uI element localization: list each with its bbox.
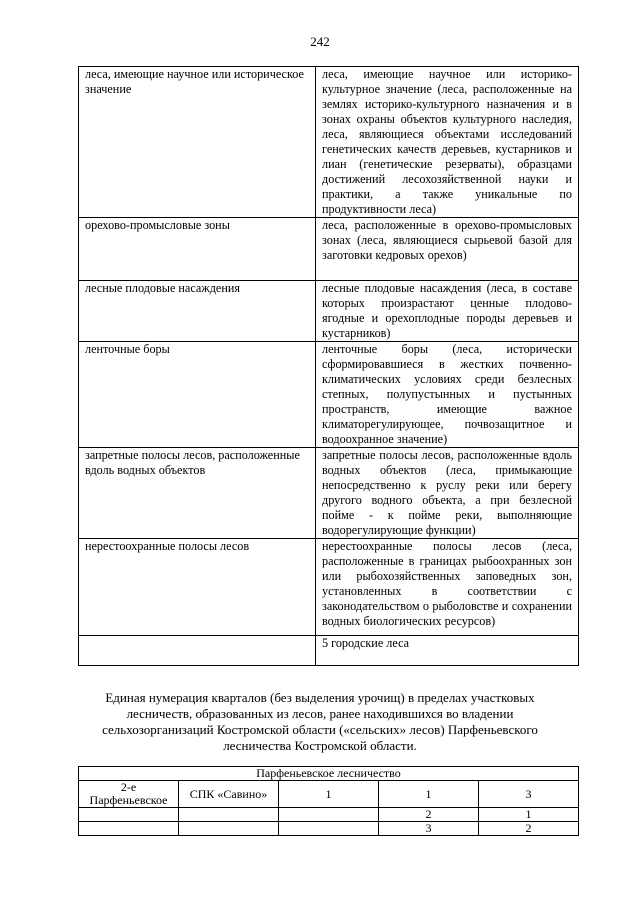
forest-category-cell: нерестоохранные полосы лесов (79, 539, 316, 636)
forest-category-cell (79, 636, 316, 666)
district-cell: 2-е Парфеньевское (79, 781, 179, 808)
table-row (79, 342, 579, 448)
forest-description-cell: лесные плодовые насаждения (леса, в составе которых произрастают ценные плодово-ягодные и орехоплодные породы деревьев и кустарников) (316, 281, 579, 342)
forest-description-cell: нерестоохранные полосы лесов (леса, расположенные в границах рыбоохранных зон или рыбохозяйственных заповедных зон, установленных в соответствии с законодательством о рыболовстве и сохранении водных биологических ресурсов) (316, 539, 579, 636)
forest-category-table (78, 66, 579, 666)
table-row (79, 781, 579, 808)
forest-category-cell: орехово-промысловые зоны (79, 218, 316, 281)
page-number: 242 (310, 34, 330, 49)
table-header-row (79, 767, 579, 781)
number-cell (279, 822, 379, 836)
quarters-caption: Единая нумерация кварталов (без выделения урочищ) в пределах участковых лесничеств, образованных из лесов, ранее находившихся во владении сельхозорганизаций Костромской области («сельских» лесов) Парфеньевского лесничества Костромской области. (102, 690, 538, 753)
number-cell (279, 808, 379, 822)
forest-description-cell: ленточные боры (леса, исторически сформировавшиеся в жестких почвенно-климатических условиях среди безлесных степных, полупустынных и пустынных пространств, имеющие важное климаторегулирующее, почвозащитное и водоохранное значение) (316, 342, 579, 448)
forest-description-cell: запретные полосы лесов, расположенные вдоль водных объектов (леса, примыкающие непосредственно к руслу реки или берегу другого водного объекта, а при безлесной пойме - к пойме реки, выполняющие водорегулирующие функции) (316, 448, 579, 539)
forest-category-cell: запретные полосы лесов, расположенные вдоль водных объектов (79, 448, 316, 539)
former-owner-cell: СПК «Савино» (179, 781, 279, 808)
number-cell: 1 (379, 781, 479, 808)
former-owner-cell (179, 822, 279, 836)
forest-category-cell: леса, имеющие научное или историческое значение (79, 67, 316, 218)
district-cell (79, 822, 179, 836)
number-cell: 1 (479, 808, 579, 822)
table-row (79, 218, 579, 281)
table-row (79, 448, 579, 539)
number-cell: 3 (379, 822, 479, 836)
table-row (79, 281, 579, 342)
table-row (79, 539, 579, 636)
number-cell: 1 (279, 781, 379, 808)
number-cell: 2 (379, 808, 479, 822)
table-row (79, 636, 579, 666)
forest-description-cell: леса, имеющие научное или историко-культурное значение (леса, расположенные на землях историко-культурного назначения и в зонах охраны объектов культурного наследия, леса, являющиеся объектами исследований генетических качеств деревьев, кустарников и лиан (генетические резерваты), образцами достижений лесохозяйственной науки и практики, а также уникальные по продуктивности леса) (316, 67, 579, 218)
number-cell: 3 (479, 781, 579, 808)
table-row (79, 808, 579, 822)
district-cell (79, 808, 179, 822)
forest-category-cell: ленточные боры (79, 342, 316, 448)
former-owner-cell (179, 808, 279, 822)
forest-description-cell: леса, расположенные в орехово-промысловых зонах (леса, являющиеся сырьевой базой для заготовки кедровых орехов) (316, 218, 579, 281)
forest-description-cell: 5 городские леса (316, 636, 579, 666)
table-header: Парфеньевское лесничество (79, 767, 579, 781)
number-cell: 2 (479, 822, 579, 836)
table-row (79, 822, 579, 836)
forest-category-cell: лесные плодовые насаждения (79, 281, 316, 342)
quarters-table (78, 766, 579, 836)
table-row (79, 67, 579, 218)
